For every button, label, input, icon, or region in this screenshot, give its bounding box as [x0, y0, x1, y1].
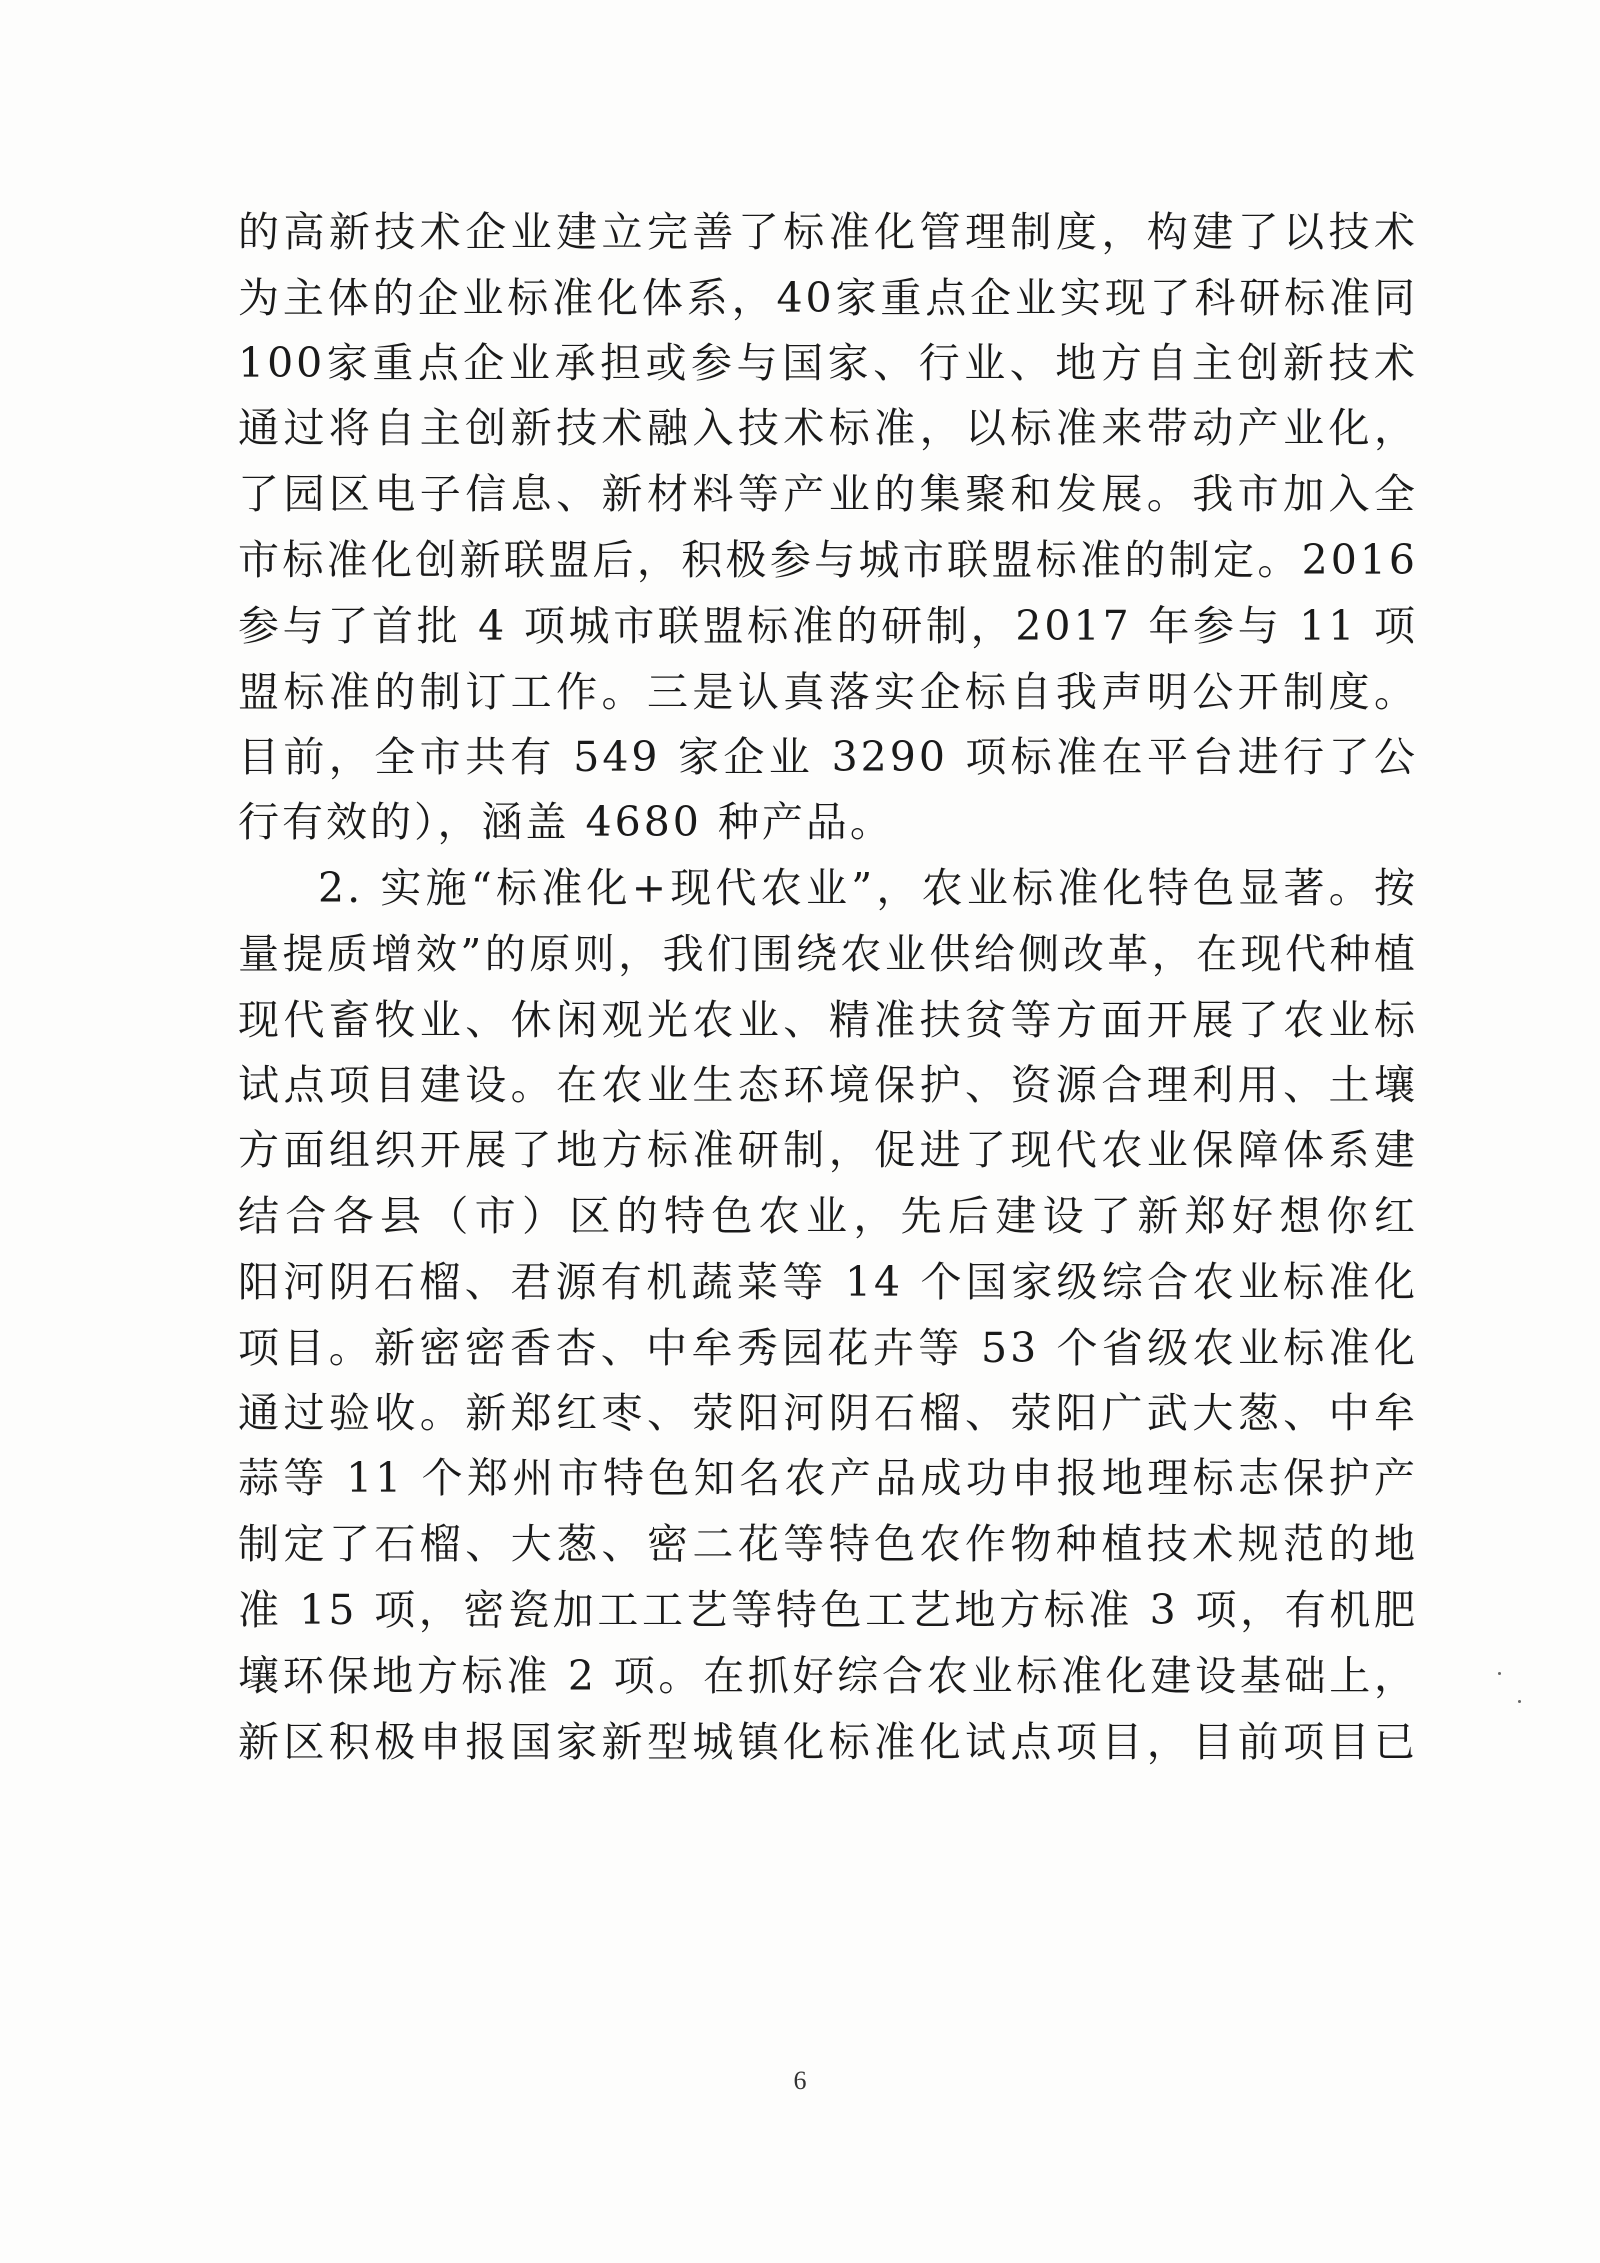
text-line: 通过将自主创新技术融入技术标准，以标准来带动产业化， — [238, 404, 1418, 452]
text-line: 新区积极申报国家新型城镇化标准化试点项目，目前项目已 — [238, 1718, 1418, 1766]
text-line: 阳河阴石榴、君源有机蔬菜等 14 个国家级综合农业标准化 — [238, 1258, 1418, 1306]
text-line: 试点项目建设。在农业生态环境保护、资源合理利用、土壤 — [238, 1061, 1418, 1109]
text-line: 现代畜牧业、休闲观光农业、精准扶贫等方面开展了农业标 — [238, 996, 1418, 1044]
text-line: 为主体的企业标准化体系，40家重点企业实现了科研标准同 — [238, 274, 1418, 322]
text-line: 壤环保地方标准 2 项。在抓好综合农业标准化建设基础上， — [238, 1652, 1418, 1700]
paragraph-first-line: 2. 实施“标准化+现代农业”，农业标准化特色显著。按 — [318, 864, 1418, 912]
text-line: 盟标准的制订工作。三是认真落实企标自我声明公开制度。 — [238, 668, 1418, 716]
text-line: 行有效的），涵盖 4680 种产品。 — [238, 798, 894, 846]
text-line: 100家重点企业承担或参与国家、行业、地方自主创新技术 — [238, 339, 1418, 387]
text-line: 参与了首批 4 项城市联盟标准的研制，2017 年参与 11 项 — [238, 602, 1418, 650]
text-line: 项目。新密密香杏、中牟秀园花卉等 53 个省级农业标准化 — [238, 1324, 1418, 1372]
text-line: 的高新技术企业建立完善了标准化管理制度，构建了以技术 — [238, 208, 1418, 256]
text-line: 制定了石榴、大葱、密二花等特色农作物种植技术规范的地 — [238, 1520, 1418, 1568]
text-line: 了园区电子信息、新材料等产业的集聚和发展。我市加入全 — [238, 470, 1418, 518]
text-line: 结合各县（市）区的特色农业，先后建设了新郑好想你红 — [238, 1192, 1418, 1240]
text-line: 准 15 项，密瓷加工工艺等特色工艺地方标准 3 项，有机肥 — [238, 1586, 1418, 1634]
text-line: 蒜等 11 个郑州市特色知名农产品成功申报地理标志保护产 — [238, 1454, 1418, 1502]
text-line: 目前，全市共有 549 家企业 3290 项标准在平台进行了公 — [238, 733, 1418, 781]
page-number: 6 — [793, 2066, 807, 2095]
scan-speck — [1498, 1672, 1501, 1675]
text-line: 通过验收。新郑红枣、荥阳河阴石榴、荥阳广武大葱、中牟 — [238, 1389, 1418, 1437]
text-line: 市标准化创新联盟后，积极参与城市联盟标准的制定。2016 — [238, 536, 1418, 584]
scan-speck — [1518, 1700, 1521, 1703]
text-line: 方面组织开展了地方标准研制，促进了现代农业保障体系建 — [238, 1126, 1418, 1174]
text-line: 量提质增效”的原则，我们围绕农业供给侧改革，在现代种植 — [238, 930, 1418, 978]
